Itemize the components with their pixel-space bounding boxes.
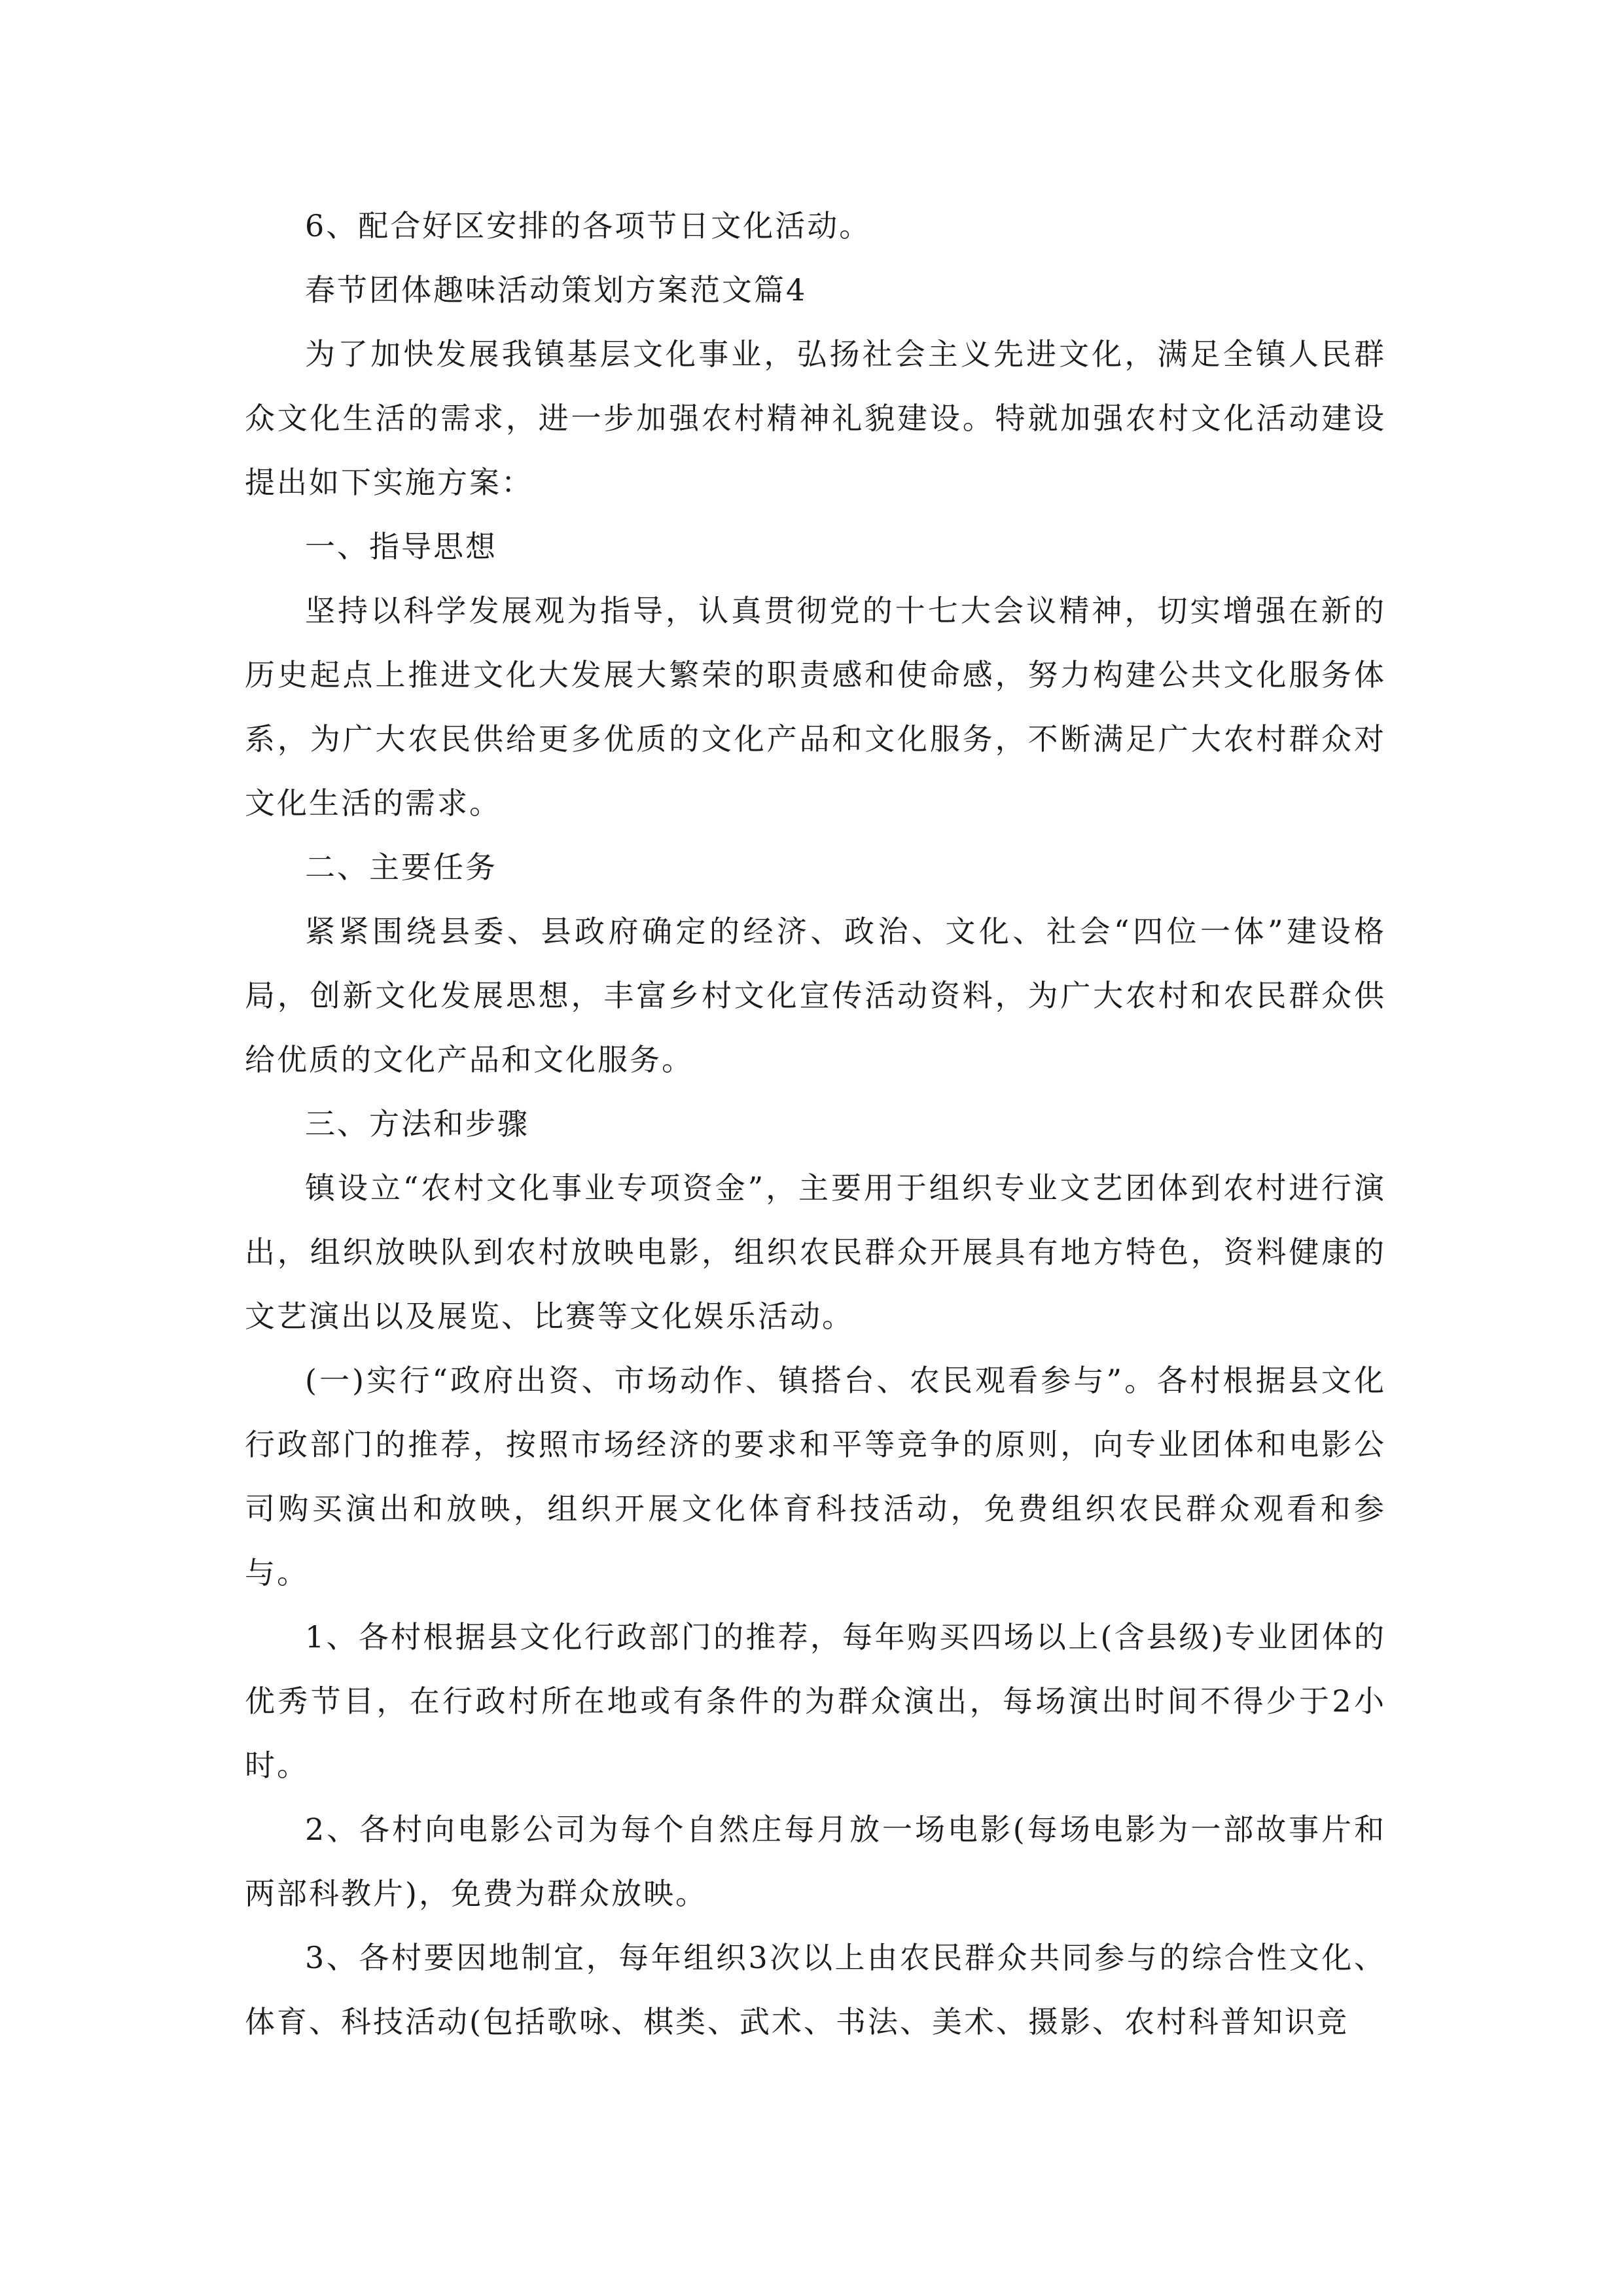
heading-methods-steps: 三、方法和步骤 bbox=[305, 1106, 529, 1141]
list-item-2: 2、各村向电影公司为每个自然庄每月放一场电影(每场电影为一部故事片和两部科教片)，免费为群众放映。 bbox=[245, 1812, 1386, 1911]
intro-paragraph: 为了加快发展我镇基层文化事业，弘扬社会主义先进文化，满足全镇人民群众文化生活的需求，进一步加强农村精神礼貌建设。特就加强农村文化活动建设提出如下实施方案： bbox=[245, 336, 1386, 500]
main-tasks-paragraph: 紧紧围绕县委、县政府确定的经济、政治、文化、社会“四位一体”建设格局，创新文化发展思想，丰富乡村文化宣传活动资料，为广大农村和农民群众供给优质的文化产品和文化服务。 bbox=[245, 914, 1386, 1077]
heading-guiding-thought: 一、指导思想 bbox=[305, 529, 497, 564]
list-item-3: 3、各村要因地制宜，每年组织3次以上由农民群众共同参与的综合性文化、体育、科技活动(包括歌咏、棋类、武术、书法、美术、摄影、农村科普知识竞 bbox=[245, 1940, 1386, 2039]
section-title: 春节团体趣味活动策划方案范文篇4 bbox=[305, 272, 808, 308]
document-body bbox=[245, 194, 1386, 2054]
guiding-thought-paragraph: 坚持以科学发展观为指导，认真贯彻党的十七大会议精神，切实增强在新的历史起点上推进文化大发展大繁荣的职责感和使命感，努力构建公共文化服务体系，为广大农民供给更多优质的文化产品和文化服务，不断满足广大农村群众对文化生活的需求。 bbox=[245, 593, 1386, 821]
list-item-6: 6、配合好区安排的各项节日文化活动。 bbox=[305, 208, 872, 243]
methods-paragraph: 镇设立“农村文化事业专项资金”，主要用于组织专业文艺团体到农村进行演出，组织放映队到农村放映电影，组织农民群众开展具有地方特色，资料健康的文艺演出以及展览、比赛等文化娱乐活动。 bbox=[245, 1170, 1386, 1334]
heading-main-tasks: 二、主要任务 bbox=[305, 850, 497, 885]
list-item-1: 1、各村根据县文化行政部门的推荐，每年购买四场以上(含县级)专业团体的优秀节目，在行政村所在地或有条件的为群众演出，每场演出时间不得少于2小时。 bbox=[245, 1619, 1386, 1783]
subsection-1-paragraph: (一)实行“政府出资、市场动作、镇搭台、农民观看参与”。各村根据县文化行政部门的推荐，按照市场经济的要求和平等竞争的原则，向专业团体和电影公司购买演出和放映，组织开展文化体育科技活动，免费组织农民群众观看和参与。 bbox=[245, 1363, 1386, 1590]
